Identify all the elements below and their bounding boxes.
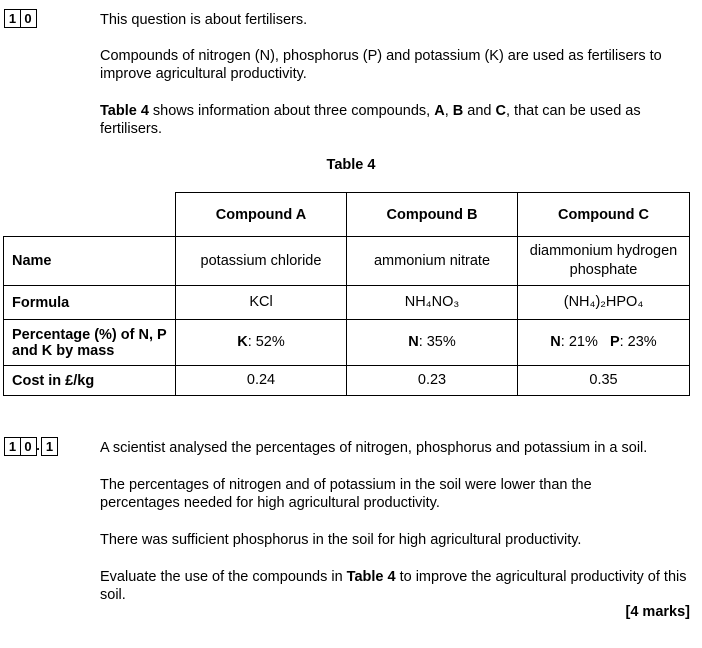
intro-line: This question is about fertilisers. (100, 12, 308, 28)
element-symbol: K (237, 334, 248, 350)
subquestion-digit: 1 (41, 437, 58, 456)
question-number (4, 9, 35, 28)
percentage-b (347, 320, 518, 366)
subquestion-digit: 1 (4, 437, 21, 456)
table-caption: Table 4 (326, 157, 376, 173)
question-digit: 0 (20, 9, 37, 28)
row-label-name: Name (4, 237, 176, 286)
header-compound-b: Compound B (347, 193, 518, 237)
cost-c: 0.35 (518, 366, 690, 396)
percentage-value: : 23% (619, 334, 657, 350)
subquestion-dot: . (36, 438, 40, 453)
header-compound-a: Compound A (176, 193, 347, 237)
element-symbol: P (609, 334, 620, 350)
subquestion-instruction (100, 568, 690, 604)
cost-a: 0.24 (176, 366, 347, 396)
header-compound-c: Compound C (518, 193, 690, 237)
text: , (444, 103, 453, 119)
row-label-percentage: Percentage (%) of N, P and K by mass (4, 320, 176, 366)
text: shows information about three compounds, (148, 103, 435, 119)
table-ref: Table 4 (346, 569, 396, 585)
name-c: diammonium hydrogen phosphate (518, 237, 690, 286)
subquestion-paragraph-3: There was sufficient phosphorus in the soil for high agricultural productivity. (100, 532, 582, 548)
compound-letter: A (434, 103, 445, 119)
name-a: potassium chloride (176, 237, 347, 286)
compound-letter: B (452, 103, 464, 119)
table-reference-paragraph (100, 102, 680, 138)
percentage-value: : 52% (247, 334, 285, 350)
name-b: ammonium nitrate (347, 237, 518, 286)
cost-b: 0.23 (347, 366, 518, 396)
subquestion-paragraph-2: The percentages of nitrogen and of potassium in the soil were lower than the percentages needed for high agricultural productivity. (100, 477, 592, 511)
formula-c: (NH₄)₂HPO₄ (518, 286, 690, 320)
formula-b: NH₄NO₃ (347, 286, 518, 320)
text: to improve the agricultural productivity of this soil. (100, 569, 687, 603)
table-ref: Table 4 (100, 103, 149, 119)
element-symbol: N (550, 334, 561, 350)
percentage-value: : 21% (560, 334, 598, 350)
text: , that can be used as fertilisers. (100, 103, 641, 137)
subquestion-digit: 0 (20, 437, 37, 456)
subquestion-number (4, 437, 57, 456)
row-label-cost: Cost in £/kg (4, 366, 176, 396)
percentage-c (518, 320, 690, 366)
text: Evaluate the use of the compounds in (100, 569, 347, 585)
intro-paragraph: Compounds of nitrogen (N), phosphorus (P) and potassium (K) are used as fertilisers to improve agricultural productivity. (100, 48, 662, 82)
blank-corner (4, 193, 176, 237)
question-digit: 1 (4, 9, 21, 28)
marks-label: [4 marks] (625, 604, 690, 620)
subquestion-paragraph-1: A scientist analysed the percentages of nitrogen, phosphorus and potassium in a soil. (100, 440, 648, 456)
compounds-table (3, 192, 690, 396)
percentage-a (176, 320, 347, 366)
compound-letter: C (495, 103, 506, 119)
row-label-formula: Formula (4, 286, 176, 320)
formula-a: KCl (176, 286, 347, 320)
text: and (463, 103, 496, 119)
percentage-value: : 35% (418, 334, 456, 350)
element-symbol: N (408, 334, 419, 350)
